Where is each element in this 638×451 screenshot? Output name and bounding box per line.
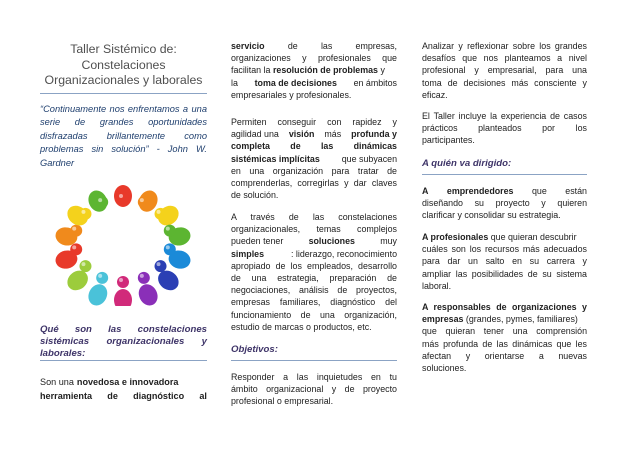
paragraph-taller-incluye xyxy=(422,110,587,147)
bold-run: servicio xyxy=(231,41,265,51)
text-line: de una estrategia, preparación de xyxy=(231,273,397,284)
bold-run: profunda y xyxy=(351,129,397,140)
text-run: por xyxy=(542,123,555,134)
paragraph-servicio xyxy=(231,40,397,101)
paragraph-emprendedores xyxy=(422,185,587,222)
text-run: muy xyxy=(380,236,397,247)
text-run: en ámbitos xyxy=(353,77,397,88)
text-line xyxy=(231,128,397,140)
text-line: Permiten conseguir con rapidez y xyxy=(231,117,397,127)
gardner-quote xyxy=(40,103,207,170)
figure-icon xyxy=(114,185,132,207)
text-run: facilitan la xyxy=(231,65,271,76)
quote-line: serie de grandes oportunidades xyxy=(40,117,207,128)
text-run: y xyxy=(380,65,385,76)
text-line: para dar un salto en su carrera y xyxy=(422,256,587,267)
text-line: clarificar y consolidar su estrategia. xyxy=(422,210,561,221)
text-line xyxy=(231,235,397,247)
section-divider xyxy=(422,174,587,175)
text-line: toma de decisiones más consciente y xyxy=(422,77,587,88)
title-line: Constelaciones xyxy=(81,57,166,72)
figure-icon xyxy=(85,272,111,306)
text-line xyxy=(422,185,587,197)
text-line xyxy=(231,64,397,76)
text-run: los xyxy=(575,123,587,134)
text-run: (grandes, pymes, familiares) xyxy=(463,314,578,325)
figure-icon xyxy=(164,243,192,270)
text-run: : liderazgo, reconocimiento xyxy=(290,248,397,259)
text-line: empresariales y profesionales. xyxy=(231,89,352,100)
text-line xyxy=(40,375,207,389)
heading-text: A quién va dirigido: xyxy=(422,158,512,169)
section-heading-que-son xyxy=(40,324,207,360)
text-run: que quieran descubrir xyxy=(488,232,577,242)
intro-paragraph xyxy=(40,375,207,403)
text-line: ampliar las posibilidades de su sistema xyxy=(422,268,587,279)
text-run: planteados xyxy=(478,123,522,134)
text-run: nuevas xyxy=(558,350,587,361)
text-line xyxy=(422,350,587,362)
people-circle-graphic xyxy=(40,176,207,306)
text-line xyxy=(231,248,397,260)
bold-run: emprendedores xyxy=(446,186,514,196)
text-line xyxy=(422,231,587,243)
text-run: prácticos xyxy=(422,123,458,134)
text-line: profesional o empresarial. xyxy=(231,396,334,407)
text-line: participantes. xyxy=(422,135,475,146)
text-line: Analizar y reflexionar sobre los grandes xyxy=(422,41,587,51)
text-line: en una organización para tratar de xyxy=(231,165,397,176)
text-line: eficaz. xyxy=(422,89,448,100)
bold-run: novedosa e innovadora xyxy=(76,377,179,387)
text-line: laboral. xyxy=(422,280,452,291)
figure-icon xyxy=(114,276,132,306)
text-line: estudio de marcas o productos, etc. xyxy=(231,321,372,332)
text-run: afectan xyxy=(422,350,452,361)
quote-line: disfrazadas brillantemente como xyxy=(40,130,207,141)
text-line: profesional y empresarial, para una xyxy=(422,65,587,76)
paragraph-permiten xyxy=(231,116,397,201)
text-run: más xyxy=(324,129,342,140)
bold-run: diagnóstico xyxy=(133,391,185,401)
heading-line: laborales: xyxy=(40,347,86,359)
text-line: funcionamiento de una organización, xyxy=(231,309,397,320)
text-line: soluciones. xyxy=(422,363,467,374)
paragraph-responsables xyxy=(422,301,587,374)
text-line: organizacionales, temas complejos xyxy=(231,224,397,235)
text-run: a xyxy=(538,350,544,361)
text-run: están xyxy=(565,186,587,196)
text-line: negociaciones, análisis de proyectos, xyxy=(231,285,397,296)
bold-run: A xyxy=(422,186,429,196)
text-line: que quieran tener una comprensión xyxy=(422,326,587,337)
bold-run: herramienta xyxy=(40,391,93,401)
text-run: la xyxy=(231,77,238,88)
bold-run: soluciones xyxy=(308,236,355,247)
bold-run: resolución de problemas xyxy=(272,65,378,76)
text-run: y xyxy=(465,350,471,361)
text-run: orientarse xyxy=(484,350,525,361)
figure-icon xyxy=(54,243,82,270)
title-line: Taller Sistémico de: xyxy=(70,42,177,56)
bold-line: completa de las dinámicas xyxy=(231,141,397,152)
bold-run: al xyxy=(199,391,207,401)
figure-icon xyxy=(135,272,161,306)
text-line xyxy=(231,153,397,165)
title-divider xyxy=(40,93,207,94)
text-line xyxy=(422,313,587,325)
section-divider xyxy=(231,360,397,361)
text-run: de xyxy=(287,41,298,51)
bold-run: de xyxy=(107,391,118,401)
title-line: Organizacionales y laborales xyxy=(44,73,203,87)
bold-run: A profesionales xyxy=(422,232,489,242)
heading-text: Objetivos: xyxy=(231,344,278,355)
text-line: desafíos que nos planteamos a nivel xyxy=(422,53,587,64)
bold-run: visión xyxy=(288,129,315,140)
quote-line: “Continuamente nos enfrentamos a una xyxy=(40,104,207,114)
text-line: ámbito organizacional y de proyecto xyxy=(231,384,397,395)
text-run: que xyxy=(531,186,547,196)
text-line: organizaciones y profesionales que xyxy=(231,53,397,64)
bold-run: simples xyxy=(231,248,265,259)
text-run: pueden tener xyxy=(231,236,284,247)
heading-line: sistémicas organizacionales y xyxy=(40,335,207,347)
text-line: El Taller incluye la experiencia de casos xyxy=(422,111,587,121)
text-line: Responder a las inquietudes en tu xyxy=(231,372,397,382)
text-line: cuáles son los recursos más adecuados xyxy=(422,244,587,255)
bold-run: empresas xyxy=(422,314,464,325)
text-line: empresas familiares, diagnóstico del xyxy=(231,297,397,308)
bold-run: toma de decisiones xyxy=(254,77,337,88)
paragraph-responder xyxy=(231,371,397,408)
text-line: comprenderlas, corregirlas y dar claves xyxy=(231,178,397,189)
text-line: diseñando su proyecto y quieren xyxy=(422,198,587,209)
paragraph-a-traves xyxy=(231,211,397,333)
quote-line: Gardner xyxy=(40,157,75,168)
quote-line: problemas sin solución” - John W. xyxy=(40,144,207,155)
text-line: A través de las constelaciones xyxy=(231,212,397,222)
text-run: las xyxy=(320,41,333,51)
brochure-title xyxy=(40,42,207,89)
section-heading-dirigido xyxy=(422,158,587,170)
text-line: más profunda de las dinámicas que les xyxy=(422,338,587,349)
text-run: agilidad una xyxy=(231,129,279,140)
text-run: empresas, xyxy=(355,41,397,51)
people-circle-icon xyxy=(40,176,207,306)
section-divider xyxy=(40,360,207,361)
paragraph-profesionales xyxy=(422,231,587,292)
section-heading-objetivos xyxy=(231,344,397,356)
heading-line: Qué son las constelaciones xyxy=(40,324,207,335)
bold-line: A responsables de organizaciones y xyxy=(422,302,587,312)
bold-run: sistémicas implícitas xyxy=(231,153,320,164)
text-run: Son una xyxy=(40,377,74,387)
text-run: que subyacen xyxy=(341,153,397,164)
text-line: apropiado de los empleados, desarrollo xyxy=(231,260,397,271)
text-line xyxy=(40,389,207,403)
text-line: de solución. xyxy=(231,190,279,201)
text-line xyxy=(231,77,397,89)
paragraph-analizar xyxy=(422,40,587,101)
text-line xyxy=(422,122,587,134)
text-line xyxy=(231,40,397,52)
